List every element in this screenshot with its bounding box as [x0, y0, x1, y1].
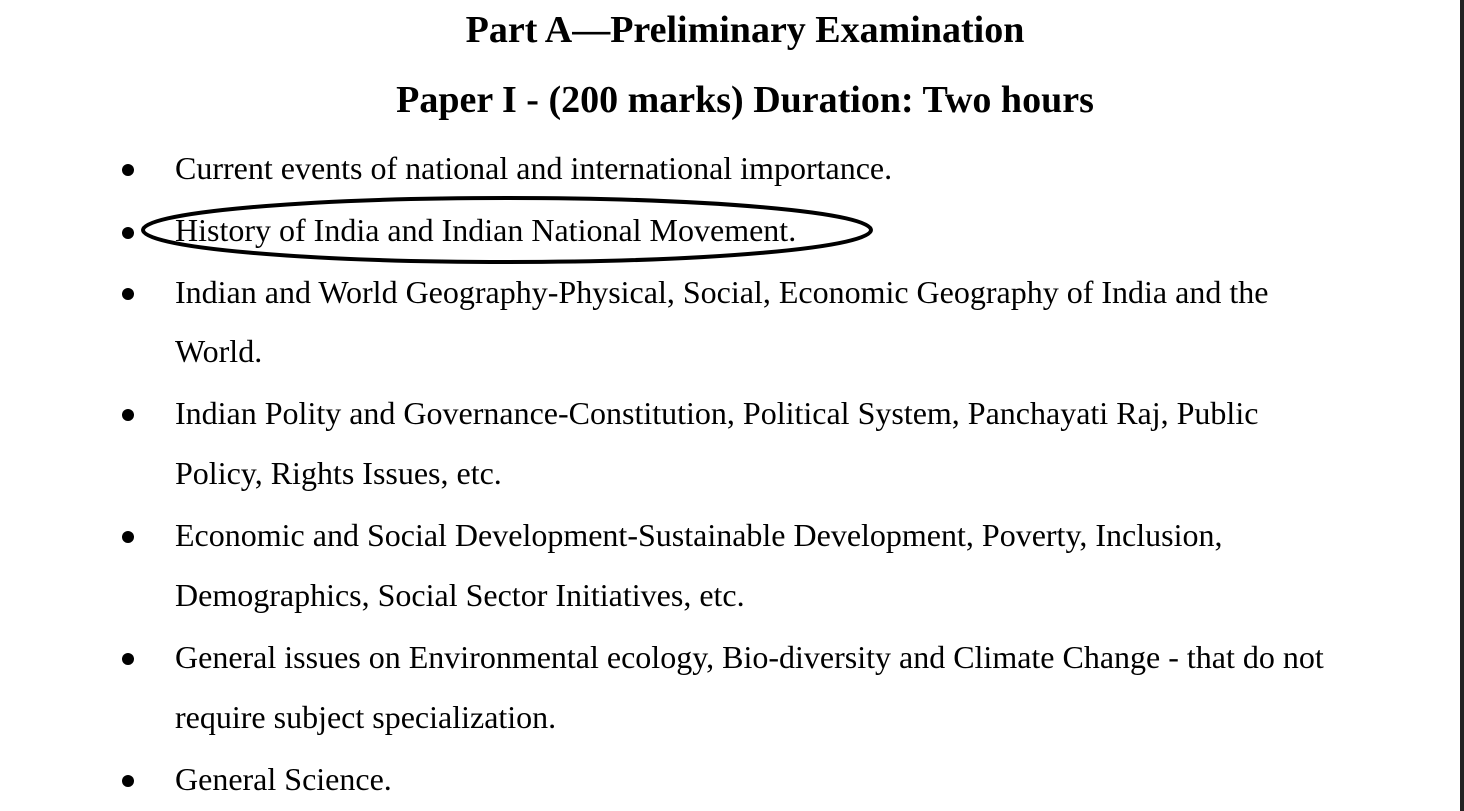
bullet-icon	[122, 531, 134, 543]
list-item-text: History of India and Indian National Movement.	[175, 212, 797, 248]
bullet-icon	[122, 164, 134, 176]
bullet-icon	[122, 653, 134, 665]
bullet-icon	[122, 409, 134, 421]
bullet-icon	[122, 288, 134, 300]
list-item-text: Indian Polity and Governance-Constitution, Political System, Panchayati Raj, Public	[175, 395, 1259, 431]
list-item-text: Demographics, Social Sector Initiatives, etc.	[175, 577, 745, 613]
paper-title: Paper I - (200 marks) Duration: Two hours	[396, 79, 1094, 121]
list-item-text: require subject specialization.	[175, 699, 557, 735]
exam-part-title: Part A—Preliminary Examination	[465, 9, 1025, 51]
page-edge-divider	[1460, 0, 1464, 811]
bullet-icon	[122, 227, 134, 239]
list-item-text: Current events of national and international importance.	[175, 150, 893, 186]
list-item-text: Economic and Social Development-Sustainable Development, Poverty, Inclusion,	[175, 517, 1223, 553]
bullet-icon	[122, 775, 134, 787]
list-item-text: Policy, Rights Issues, etc.	[175, 455, 502, 491]
list-item-text: General Science.	[175, 761, 392, 797]
list-item-text: General issues on Environmental ecology, Bio-diversity and Climate Change - that do not	[175, 639, 1324, 675]
list-item-text: Indian and World Geography-Physical, Social, Economic Geography of India and the	[175, 274, 1269, 310]
list-item-text: World.	[175, 333, 263, 369]
